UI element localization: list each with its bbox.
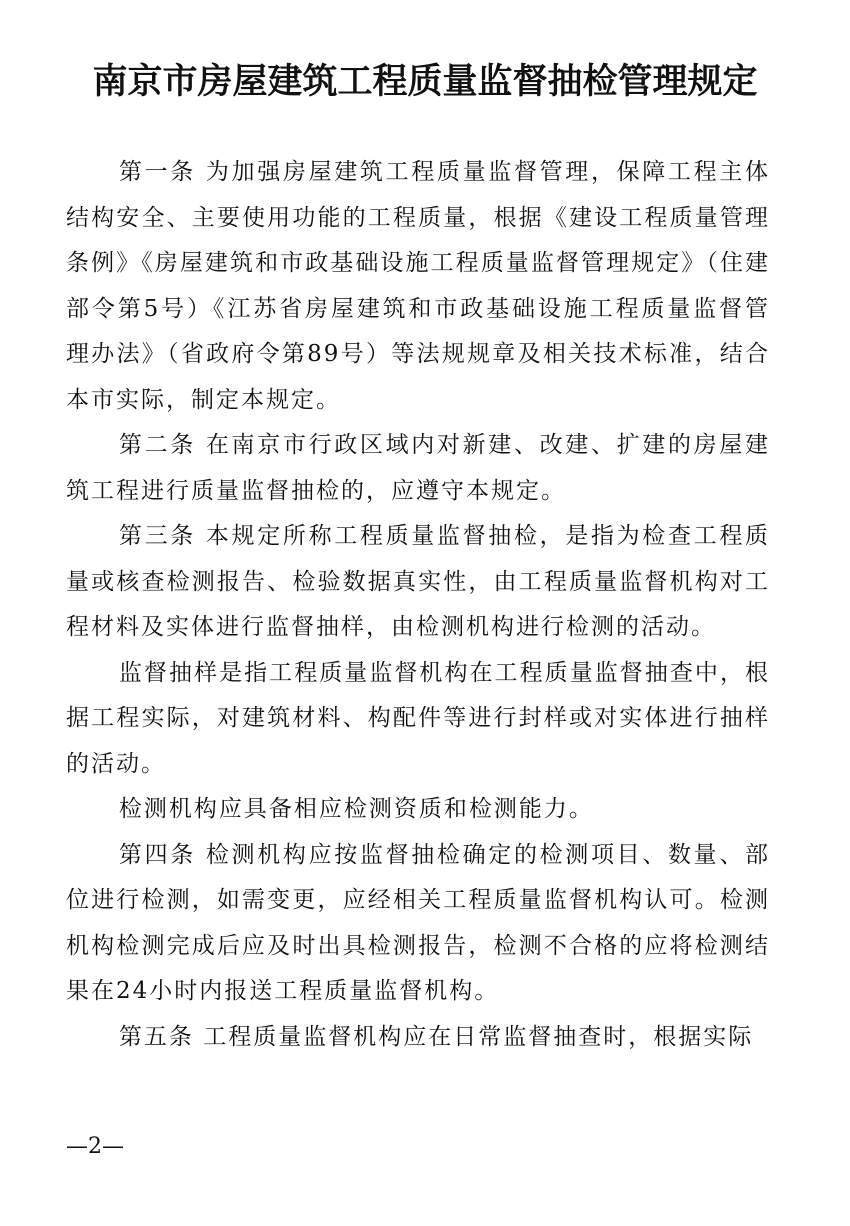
document-body [66,150,770,1060]
paragraph-supervision-sampling: 监督抽样是指工程质量监督机构在工程质量监督抽查中，根据工程实际，对建筑材料、构配件等进行封样或对实体进行抽样的活动。 [66,659,770,777]
paragraph-article-2: 第二条 在南京市行政区域内对新建、改建、扩建的房屋建筑工程进行质量监督抽检的，应遵守本规定。 [66,432,770,504]
page-number: —2— [66,1134,124,1159]
paragraph-article-3: 第三条 本规定所称工程质量监督抽检，是指为检查工程质量或核查检测报告、检验数据真实性，由工程质量监督机构对工程材料及实体进行监督抽样，由检测机构进行检测的活动。 [66,523,770,640]
paragraph-article-1: 第一条 为加强房屋建筑工程质量监督管理，保障工程主体结构安全、主要使用功能的工程质量，根据《建设工程质量管理条例》《房屋建筑和市政基础设施工程质量监督管理规定》（住建部令第5号）《江苏省房屋建筑和市政基础设施工程质量监督管理办法》（省政府令第89号）等法规规章及相关技术标准，结合本市实际，制定本规定。 [66,159,770,413]
paragraph-testing-agency: 检测机构应具备相应检测资质和检测能力。 [118,796,594,822]
paragraph-article-5: 第五条 工程质量监督机构应在日常监督抽查时，根据实际 [118,1023,754,1050]
paragraph-article-4: 第四条 检测机构应按监督抽检确定的检测项目、数量、部位进行检测，如需变更，应经相关工程质量监督机构认可。检测机构检测完成后应及时出具检测报告，检测不合格的应将检测结果在24小时内报送工程质量监督机构。 [66,841,770,1004]
document-title: 南京市房屋建筑工程质量监督抽检管理规定 [92,62,758,102]
